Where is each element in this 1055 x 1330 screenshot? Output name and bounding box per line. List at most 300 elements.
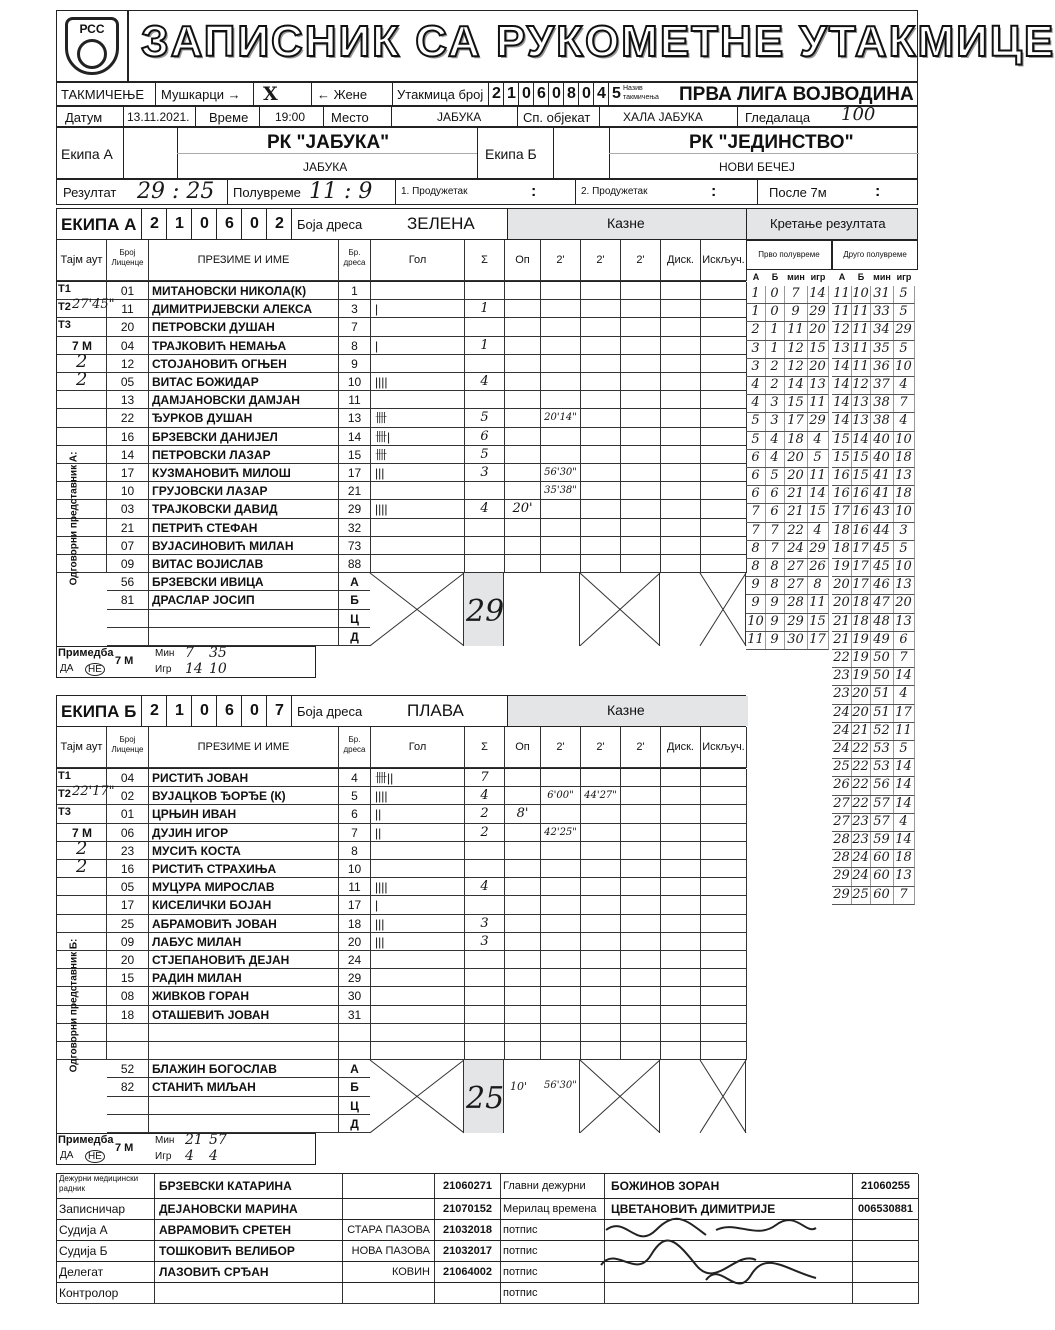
cell-empty[interactable] (661, 537, 701, 555)
cell-empty[interactable] (661, 1006, 701, 1024)
cell-p1[interactable] (541, 987, 581, 1005)
cell-goals[interactable] (371, 318, 465, 336)
cell-sum[interactable] (465, 1024, 505, 1042)
team-header (56, 695, 746, 727)
cell-sum[interactable] (465, 842, 505, 860)
cell-empty[interactable] (621, 1006, 661, 1024)
cell-warn[interactable] (505, 537, 541, 555)
cell-empty[interactable] (621, 464, 661, 482)
cell-empty[interactable] (701, 987, 747, 1005)
cell-warn[interactable] (505, 446, 541, 464)
cell-empty[interactable] (621, 282, 661, 300)
cell-empty[interactable] (661, 355, 701, 373)
date-value[interactable]: 13.11.2021. (127, 110, 190, 124)
cell-p1[interactable] (541, 878, 581, 896)
cell-sum[interactable]: 1 (465, 300, 505, 318)
cell-sum[interactable] (465, 555, 505, 573)
cell-goals[interactable] (371, 987, 465, 1005)
cell-warn[interactable] (505, 769, 541, 787)
cell-warn[interactable] (505, 373, 541, 391)
cell-empty[interactable] (621, 482, 661, 500)
cell-empty[interactable] (621, 537, 661, 555)
cell-warn[interactable] (505, 409, 541, 427)
cell-empty[interactable] (701, 824, 747, 842)
cell-p1[interactable] (541, 446, 581, 464)
cell-goals[interactable]: |||| (371, 787, 465, 805)
cell-sum[interactable]: 2 (465, 824, 505, 842)
cell-empty[interactable] (701, 1006, 747, 1024)
cell-sum[interactable]: 7 (465, 769, 505, 787)
cell-empty[interactable] (661, 409, 701, 427)
cell-lic: 14 (107, 446, 149, 464)
cell-empty[interactable] (701, 787, 747, 805)
cell-empty[interactable] (701, 391, 747, 409)
cell-p2[interactable] (581, 464, 621, 482)
cell-goals[interactable] (371, 537, 465, 555)
cell-p2[interactable] (581, 446, 621, 464)
cell-p2[interactable] (581, 555, 621, 573)
progress-cell: 14 (832, 377, 852, 395)
cell-empty[interactable] (661, 915, 701, 933)
cell-p1[interactable] (541, 519, 581, 537)
cell-warn[interactable] (505, 391, 541, 409)
cell-empty[interactable] (621, 915, 661, 933)
cell-warn[interactable] (505, 915, 541, 933)
cell-p1[interactable] (541, 300, 581, 318)
cell-p1[interactable] (541, 915, 581, 933)
cell-empty[interactable] (621, 337, 661, 355)
cell-empty[interactable] (701, 446, 747, 464)
column-header-sum: Σ (465, 240, 505, 281)
cell-sum[interactable]: 5 (465, 409, 505, 427)
cell-sum[interactable] (465, 896, 505, 914)
cell-empty[interactable] (661, 805, 701, 823)
final-score[interactable]: 29 : 25 (137, 179, 215, 204)
cell-p2[interactable] (581, 878, 621, 896)
cell-goals[interactable] (371, 842, 465, 860)
cell-sum[interactable]: 3 (465, 915, 505, 933)
cell-empty[interactable] (661, 555, 701, 573)
cell-warn[interactable] (505, 300, 541, 318)
cell-goals[interactable]: 卌 (371, 409, 465, 427)
cell-empty[interactable] (661, 933, 701, 951)
cell-warn[interactable] (505, 951, 541, 969)
cell-empty[interactable] (701, 318, 747, 336)
cell-empty[interactable] (621, 1042, 661, 1060)
cell-warn[interactable]: 8' (505, 805, 541, 823)
time-value[interactable]: 19:00 (275, 110, 306, 124)
cell-p1[interactable] (541, 500, 581, 518)
cell-warn[interactable] (505, 318, 541, 336)
cell-goals[interactable] (371, 519, 465, 537)
cell-sum[interactable] (465, 282, 505, 300)
cell-p2[interactable] (581, 282, 621, 300)
cell-lic: 10 (107, 482, 149, 500)
cell-name: ОТАШЕВИЋ ЈОВАН (149, 1006, 339, 1024)
cell-p2[interactable] (581, 896, 621, 914)
cell-empty[interactable] (701, 555, 747, 573)
cell-goals[interactable]: | (371, 337, 465, 355)
cell-p2[interactable] (581, 915, 621, 933)
cell-p2[interactable] (581, 860, 621, 878)
cell-p2[interactable] (581, 537, 621, 555)
cell-empty[interactable] (661, 519, 701, 537)
spectators-value[interactable]: 100 (841, 104, 876, 125)
cell-warn[interactable] (505, 787, 541, 805)
cell-p2[interactable] (581, 824, 621, 842)
cell-goals[interactable]: || (371, 824, 465, 842)
table-row (56, 878, 746, 896)
cell-empty[interactable] (621, 987, 661, 1005)
cell-p1[interactable] (541, 805, 581, 823)
cell-sum[interactable]: 6 (465, 428, 505, 446)
cell-empty[interactable] (661, 969, 701, 987)
cell-goals[interactable]: 卌| (371, 428, 465, 446)
cell-goals[interactable] (371, 391, 465, 409)
progress-cell: 13 (851, 395, 871, 413)
cell-empty[interactable] (661, 1024, 701, 1042)
cell-empty[interactable] (701, 969, 747, 987)
pen-score[interactable]: : (875, 183, 881, 200)
cell-empty[interactable] (661, 842, 701, 860)
cell-empty[interactable] (701, 860, 747, 878)
cell-empty[interactable] (701, 842, 747, 860)
cell-empty[interactable] (701, 951, 747, 969)
cell-p2[interactable] (581, 842, 621, 860)
cell-p2[interactable] (581, 337, 621, 355)
cell-empty[interactable] (701, 482, 747, 500)
progress-cell: 12 (784, 341, 808, 359)
cell-empty[interactable] (621, 1024, 661, 1042)
cell-goals[interactable] (371, 969, 465, 987)
progress-cell: 14 (851, 432, 871, 450)
official-penalty-area (504, 1060, 580, 1133)
cell-sum[interactable] (465, 987, 505, 1005)
cell-warn[interactable] (505, 482, 541, 500)
cell-empty[interactable] (621, 391, 661, 409)
cell-sum[interactable]: 2 (465, 805, 505, 823)
cell-warn[interactable] (505, 337, 541, 355)
cell-empty[interactable] (661, 464, 701, 482)
cell-empty[interactable] (661, 787, 701, 805)
cell-p1[interactable]: 56'30" (541, 464, 581, 482)
cell-empty[interactable] (621, 519, 661, 537)
note-no[interactable]: НЕ (85, 663, 105, 676)
cell-sum[interactable]: 4 (465, 500, 505, 518)
cell-warn[interactable] (505, 428, 541, 446)
cell-sum[interactable] (465, 318, 505, 336)
cell-empty[interactable] (661, 318, 701, 336)
cell-empty[interactable] (701, 428, 747, 446)
cell-goals[interactable] (371, 860, 465, 878)
cell-empty[interactable] (661, 500, 701, 518)
progress-cell: 43 (870, 504, 894, 522)
cell-empty[interactable] (701, 409, 747, 427)
ot1-score[interactable]: : (531, 183, 537, 200)
note-7m: 7 М (115, 655, 134, 667)
cell-empty[interactable] (701, 500, 747, 518)
cell-p2[interactable] (581, 500, 621, 518)
progress-cell: 38 (870, 413, 894, 431)
progress-cell: 4 (893, 686, 915, 704)
cell-goals[interactable] (371, 355, 465, 373)
cell-empty[interactable] (701, 373, 747, 391)
cell-warn[interactable] (505, 1024, 541, 1042)
cell-p2[interactable]: 44'27" (581, 787, 621, 805)
cell-sum[interactable]: 5 (465, 446, 505, 464)
half-score[interactable]: 11 : 9 (309, 179, 373, 204)
cell-p1[interactable] (541, 337, 581, 355)
cell-p2[interactable] (581, 1006, 621, 1024)
cell-sum[interactable] (465, 1006, 505, 1024)
note-yes[interactable]: ДА (60, 1150, 74, 1161)
cell-empty[interactable] (621, 555, 661, 573)
cell-sum[interactable]: 3 (465, 933, 505, 951)
cell-empty[interactable] (701, 282, 747, 300)
cell-sum[interactable] (465, 860, 505, 878)
cell-warn[interactable] (505, 969, 541, 987)
cell-empty[interactable] (661, 300, 701, 318)
cell-warn[interactable] (505, 878, 541, 896)
cell-empty[interactable] (701, 537, 747, 555)
cell-empty[interactable] (701, 519, 747, 537)
cell-goals[interactable] (371, 1024, 465, 1042)
cell-empty[interactable] (621, 896, 661, 914)
cell-empty[interactable] (621, 409, 661, 427)
cell-p1[interactable] (541, 769, 581, 787)
cell-empty[interactable] (701, 769, 747, 787)
progress-cell: 7 (765, 523, 785, 541)
cell-goals[interactable]: || (371, 805, 465, 823)
cell-empty[interactable] (661, 860, 701, 878)
cell-p2[interactable] (581, 805, 621, 823)
cell-sum[interactable] (465, 537, 505, 555)
progress-cell: 60 (870, 887, 894, 905)
cell-empty[interactable] (621, 842, 661, 860)
team-code-digit: 6 (216, 696, 242, 726)
cell-empty[interactable] (621, 446, 661, 464)
cell-p2[interactable] (581, 951, 621, 969)
cell-goals[interactable] (371, 1042, 465, 1060)
cell-p1[interactable] (541, 428, 581, 446)
cell-warn[interactable] (505, 464, 541, 482)
cell-warn[interactable] (505, 1042, 541, 1060)
cell-lic: 08 (107, 987, 149, 1005)
cell-p2[interactable] (581, 428, 621, 446)
match-digit: 0 (548, 83, 564, 105)
cell-sum[interactable] (465, 519, 505, 537)
cell-empty[interactable] (661, 878, 701, 896)
cell-goals[interactable] (371, 555, 465, 573)
cell-empty[interactable] (661, 824, 701, 842)
cell-p1[interactable] (541, 391, 581, 409)
cell-goals[interactable]: | (371, 300, 465, 318)
cell-empty[interactable] (661, 769, 701, 787)
cell-p1[interactable] (541, 1042, 581, 1060)
cell-p1[interactable]: 6'00" (541, 787, 581, 805)
cell-empty[interactable] (621, 428, 661, 446)
igr-value: 14 (185, 661, 203, 677)
cell-warn[interactable] (505, 555, 541, 573)
cell-empty[interactable] (661, 373, 701, 391)
cell-p2[interactable] (581, 969, 621, 987)
cell-sum[interactable] (465, 1042, 505, 1060)
cell-p2[interactable] (581, 300, 621, 318)
cell-p1[interactable]: 20'14" (541, 409, 581, 427)
cell-warn[interactable] (505, 519, 541, 537)
cell-empty[interactable] (661, 951, 701, 969)
cell-empty[interactable] (621, 300, 661, 318)
cell-empty[interactable] (701, 878, 747, 896)
cell-warn[interactable] (505, 282, 541, 300)
cell-goals[interactable] (371, 1006, 465, 1024)
cell-p2[interactable] (581, 482, 621, 500)
ot2-score[interactable]: : (711, 183, 717, 200)
cell-empty[interactable] (661, 896, 701, 914)
cell-empty[interactable] (621, 769, 661, 787)
cell-p2[interactable] (581, 933, 621, 951)
cell-empty[interactable] (701, 337, 747, 355)
cell-p2[interactable] (581, 1042, 621, 1060)
cell-sum[interactable]: 3 (465, 464, 505, 482)
cell-goals[interactable]: ||| (371, 464, 465, 482)
progress-cell: 22 (851, 796, 871, 814)
cell-p2[interactable] (581, 1024, 621, 1042)
cell-p1[interactable] (541, 969, 581, 987)
cell-goals[interactable]: |||| (371, 373, 465, 391)
cell-empty[interactable] (621, 969, 661, 987)
cell-empty[interactable] (701, 1024, 747, 1042)
cell-p2[interactable] (581, 409, 621, 427)
cell-sum[interactable] (465, 951, 505, 969)
cell-empty[interactable] (661, 482, 701, 500)
cell-p1[interactable] (541, 860, 581, 878)
cell-warn[interactable] (505, 896, 541, 914)
cell-empty[interactable] (621, 500, 661, 518)
progress-cell: 20 (851, 705, 871, 723)
cell-warn[interactable] (505, 824, 541, 842)
cell-goals[interactable] (371, 282, 465, 300)
cell-goals[interactable]: ||| (371, 933, 465, 951)
cell-p2[interactable] (581, 391, 621, 409)
cell-empty[interactable] (661, 282, 701, 300)
cell-goals[interactable]: |||| (371, 878, 465, 896)
cell-goals[interactable]: 卌 (371, 446, 465, 464)
cell-name: ВИТАС ВОЈИСЛАВ (149, 555, 339, 573)
cell-p1[interactable] (541, 1024, 581, 1042)
cell-p1[interactable] (541, 318, 581, 336)
cell-p1[interactable]: 35'38" (541, 482, 581, 500)
progress-cell: 29 (893, 322, 915, 340)
cell-sum[interactable]: 4 (465, 373, 505, 391)
men-mark[interactable]: X (263, 83, 278, 105)
cell-empty[interactable] (621, 824, 661, 842)
cell-p1[interactable] (541, 896, 581, 914)
cell-empty[interactable] (701, 933, 747, 951)
cell-goals[interactable] (371, 951, 465, 969)
cell-empty[interactable] (701, 464, 747, 482)
cell-empty[interactable] (621, 373, 661, 391)
cell-empty[interactable] (661, 428, 701, 446)
cell-empty[interactable] (701, 915, 747, 933)
cell-empty[interactable] (621, 951, 661, 969)
cell-p1[interactable] (541, 282, 581, 300)
cell-empty[interactable] (661, 1042, 701, 1060)
cell-empty[interactable] (621, 355, 661, 373)
cell-empty[interactable] (621, 878, 661, 896)
igr-label: Игр (155, 664, 172, 675)
cell-p1[interactable] (541, 1006, 581, 1024)
cell-p1[interactable] (541, 555, 581, 573)
cell-warn[interactable] (505, 987, 541, 1005)
cell-empty[interactable] (661, 446, 701, 464)
place-value[interactable]: ЈАБУКА (437, 110, 482, 124)
cell-sum[interactable] (465, 482, 505, 500)
cell-p1[interactable] (541, 537, 581, 555)
cell-p1[interactable] (541, 373, 581, 391)
cell-empty[interactable] (701, 355, 747, 373)
cell-goals[interactable]: ||| (371, 915, 465, 933)
cell-p2[interactable] (581, 769, 621, 787)
cell-name: ТРАЈКОВИЋ НЕМАЊА (149, 337, 339, 355)
cell-warn[interactable]: 20' (505, 500, 541, 518)
cell-empty[interactable] (621, 805, 661, 823)
cell-empty[interactable] (661, 391, 701, 409)
cell-warn[interactable] (505, 933, 541, 951)
cell-sum[interactable] (465, 355, 505, 373)
note-no[interactable]: НЕ (85, 1150, 105, 1163)
cell-goals[interactable] (371, 482, 465, 500)
cell-warn[interactable] (505, 355, 541, 373)
cell-p2[interactable] (581, 318, 621, 336)
cell-empty[interactable] (621, 860, 661, 878)
cell-goals[interactable]: 卌|| (371, 769, 465, 787)
cell-p1[interactable] (541, 842, 581, 860)
cell-p2[interactable] (581, 373, 621, 391)
cell-empty[interactable] (701, 896, 747, 914)
cell-empty[interactable] (621, 318, 661, 336)
cell-p2[interactable] (581, 987, 621, 1005)
cell-p2[interactable] (581, 355, 621, 373)
cell-goals[interactable]: | (371, 896, 465, 914)
cell-warn[interactable] (505, 842, 541, 860)
cell-warn[interactable] (505, 1006, 541, 1024)
note-yes[interactable]: ДА (60, 663, 74, 674)
team-b-section (56, 695, 746, 1175)
cell-p1[interactable]: 42'25" (541, 824, 581, 842)
cell-empty[interactable] (621, 933, 661, 951)
cell-sum[interactable]: 1 (465, 337, 505, 355)
cell-empty[interactable] (661, 337, 701, 355)
cell-empty[interactable] (701, 805, 747, 823)
cell-p1[interactable] (541, 951, 581, 969)
official-license (435, 1283, 501, 1304)
cell-empty[interactable] (701, 1042, 747, 1060)
cell-p1[interactable] (541, 933, 581, 951)
venue-value[interactable]: ХАЛА ЈАБУКА (623, 110, 703, 124)
cell-p1[interactable] (541, 355, 581, 373)
cell-goals[interactable]: |||| (371, 500, 465, 518)
cell-empty[interactable] (701, 300, 747, 318)
cell-sum[interactable]: 4 (465, 787, 505, 805)
cell-empty[interactable] (661, 987, 701, 1005)
cell-warn[interactable] (505, 860, 541, 878)
cell-sum[interactable]: 4 (465, 878, 505, 896)
cell-sum[interactable] (465, 969, 505, 987)
cell-sum[interactable] (465, 391, 505, 409)
cell-p2[interactable] (581, 519, 621, 537)
cell-empty[interactable] (621, 787, 661, 805)
